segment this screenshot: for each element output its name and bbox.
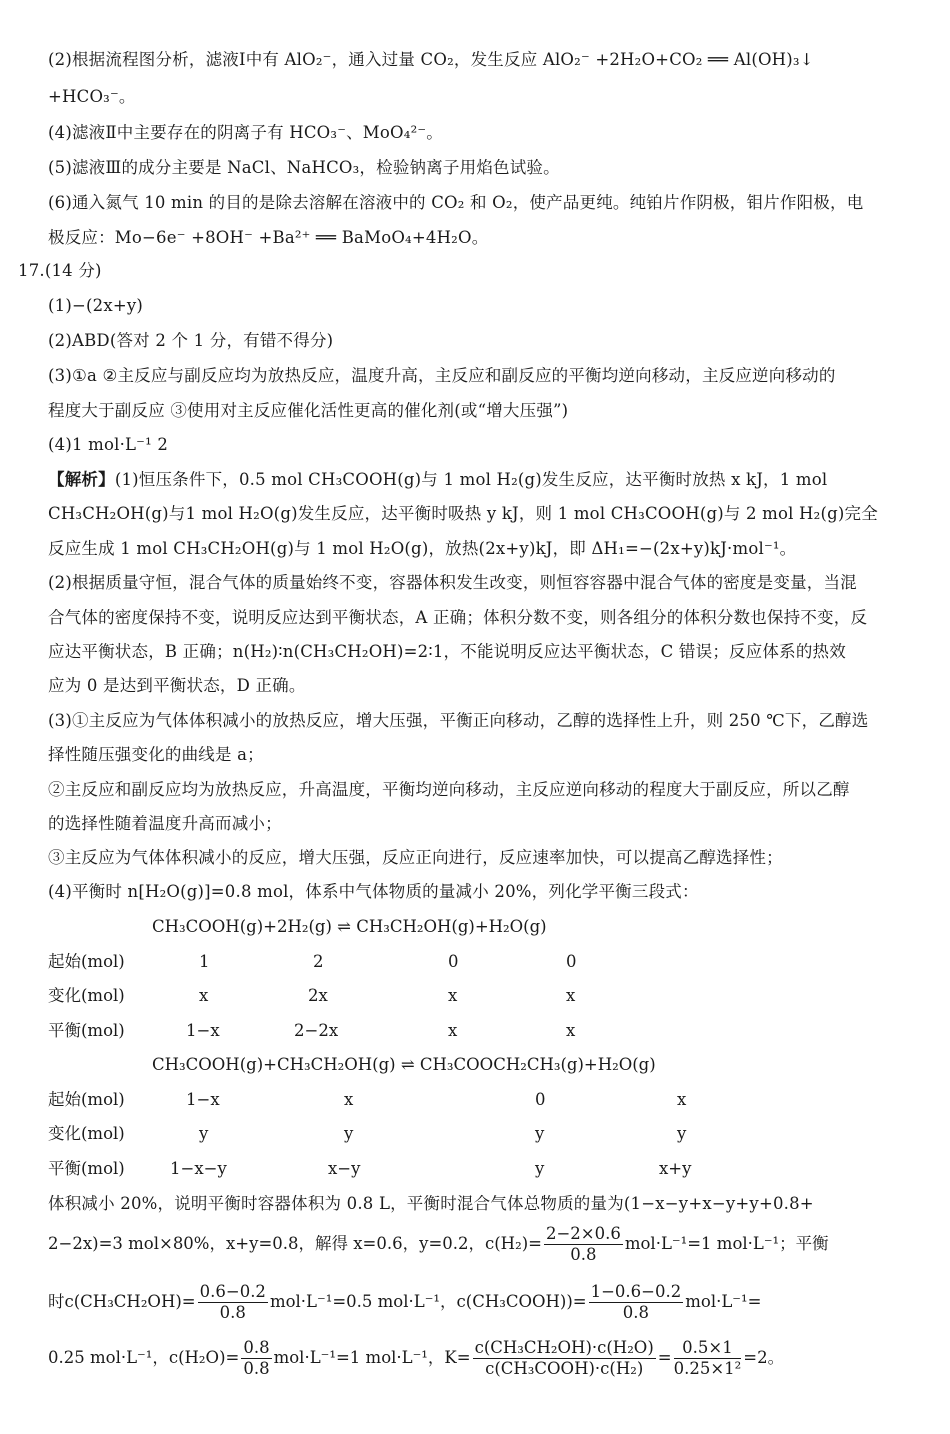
table-cell: x	[344, 1090, 354, 1109]
table-cell: 1−x	[186, 1090, 220, 1109]
answer-line: 程度大于副反应 ③使用对主反应催化活性更高的催化剂(或“增大压强”)	[48, 401, 569, 420]
table-cell: 0	[535, 1090, 546, 1109]
fraction	[198, 1282, 268, 1323]
row-label: 起始(mol)	[48, 952, 125, 971]
formula-text: 0.25 mol·L⁻¹，c(H₂O)=	[48, 1348, 240, 1367]
analysis-line: 体积减小 20%，说明平衡时容器体积为 0.8 L，平衡时混合气体总物质的量为(1−x−y+x−y+y+0.8+	[48, 1194, 814, 1213]
table-cell: 1−x−y	[170, 1159, 227, 1178]
denominator: c(CH₃COOH)·c(H₂)	[485, 1359, 644, 1378]
formula-text: mol·L⁻¹=0.5 mol·L⁻¹，c(CH₃COOH))=	[269, 1292, 587, 1311]
table-cell: 0	[448, 952, 459, 971]
question-number: 17.(14 分)	[18, 261, 102, 280]
formula-text: mol·L⁻¹=1 mol·L⁻¹；平衡	[624, 1234, 829, 1253]
numerator: 0.8	[243, 1338, 270, 1357]
fraction	[544, 1224, 623, 1265]
fraction	[473, 1338, 656, 1379]
fraction	[674, 1338, 742, 1379]
table-cell: x	[199, 986, 209, 1005]
table-cell: x	[566, 1021, 576, 1040]
analysis-line: ②主反应和副反应均为放热反应，升高温度，平衡均逆向移动，主反应逆向移动的程度大于副反应，所以乙醇	[48, 780, 850, 799]
analysis-line	[48, 467, 932, 493]
text-line: (2)根据流程图分析，滤液Ⅰ中有 AlO₂⁻，通入过量 CO₂，发生反应 AlO₂⁻ +2H₂O+CO₂ ══ Al(OH)₃↓	[48, 50, 814, 69]
text-line: +HCO₃⁻。	[48, 87, 136, 106]
numerator: c(CH₃CH₂OH)·c(H₂O)	[474, 1338, 654, 1357]
answer-line: (3)①a ②主反应与副反应均为放热反应，温度升高，主反应和副反应的平衡均逆向移动，主反应逆向移动的	[48, 366, 836, 385]
analysis-line: 合气体的密度保持不变，说明反应达到平衡状态，A 正确；体积分数不变，则各组分的体积分数也保持不变，反	[48, 608, 868, 627]
table-cell: 1−x	[186, 1021, 220, 1040]
row-label: 平衡(mol)	[48, 1021, 125, 1040]
text-line: (5)滤液Ⅲ的成分主要是 NaCl、NaHCO₃，检验钠离子用焰色试验。	[48, 158, 560, 177]
analysis-line: 择性随压强变化的曲线是 a；	[48, 745, 264, 764]
formula-text: =	[657, 1348, 672, 1367]
table-cell: y	[344, 1124, 354, 1143]
reaction-equation: CH₃COOH(g)+CH₃CH₂OH(g) ⇌ CH₃COOCH₂CH₃(g)+H₂O(g)	[152, 1055, 656, 1074]
fraction	[589, 1282, 684, 1323]
analysis-line: 反应生成 1 mol CH₃CH₂OH(g)与 1 mol H₂O(g)，放热(2x+y)kJ，即 ΔH₁=−(2x+y)kJ·mol⁻¹。	[48, 539, 797, 558]
formula-text: =2。	[743, 1348, 785, 1367]
formula-text: 2−2x)=3 mol×80%，x+y=0.8，解得 x=0.6，y=0.2，c(H₂)=	[48, 1234, 542, 1253]
text-line: 极反应：Mo−6e⁻ +8OH⁻ +Ba²⁺ ══ BaMoO₄+4H₂O。	[48, 228, 489, 247]
denominator: 0.8	[622, 1303, 650, 1322]
numerator: 0.5×1	[674, 1338, 742, 1359]
table-cell: 2−2x	[294, 1021, 339, 1040]
analysis-line: 应达平衡状态，B 正确；n(H₂)∶n(CH₃CH₂OH)=2∶1，不能说明反应达平衡状态，C 错误；反应体系的热效	[48, 642, 846, 661]
row-label: 平衡(mol)	[48, 1159, 125, 1178]
analysis-tag: 【解析】	[48, 470, 115, 489]
formula-text: mol·L⁻¹=1 mol·L⁻¹，K=	[273, 1348, 471, 1367]
formula-line	[48, 1282, 932, 1323]
reaction-equation: CH₃COOH(g)+2H₂(g) ⇌ CH₃CH₂OH(g)+H₂O(g)	[152, 917, 547, 936]
analysis-line: (3)①主反应为气体体积减小的放热反应，增大压强，平衡正向移动，乙醇的选择性上升，则 250 ℃下，乙醇选	[48, 711, 869, 730]
row-label: 变化(mol)	[48, 986, 125, 1005]
table-cell: y	[535, 1159, 545, 1178]
table-cell: y	[535, 1124, 545, 1143]
table-cell: x	[448, 1021, 458, 1040]
numerator: 1−0.6−0.2	[590, 1282, 682, 1301]
table-cell: x	[677, 1090, 687, 1109]
analysis-line: CH₃CH₂OH(g)与1 mol H₂O(g)发生反应，达平衡时吸热 y kJ，则 1 mol CH₃COOH(g)与 2 mol H₂(g)完全	[48, 504, 878, 523]
table-cell: x+y	[659, 1159, 692, 1178]
analysis-line: 应为 0 是达到平衡状态，D 正确。	[48, 676, 306, 695]
table-cell: y	[677, 1124, 687, 1143]
denominator: 0.8	[570, 1245, 597, 1264]
analysis-line: 的选择性随着温度升高而减小；	[48, 814, 282, 833]
table-cell: 0	[566, 952, 577, 971]
denominator: 0.25×1²	[673, 1359, 742, 1378]
row-label: 变化(mol)	[48, 1124, 125, 1143]
numerator: 0.6−0.2	[199, 1282, 266, 1301]
text-line: (4)滤液Ⅱ中主要存在的阴离子有 HCO₃⁻、MoO₄²⁻。	[48, 123, 443, 142]
table-cell: x	[566, 986, 576, 1005]
row-label: 起始(mol)	[48, 1090, 125, 1109]
equilibrium-table-2	[0, 1052, 950, 1182]
table-cell: 2x	[308, 986, 328, 1005]
table-cell: x	[448, 986, 458, 1005]
formula-text: mol·L⁻¹=	[685, 1292, 762, 1311]
equilibrium-table-1	[0, 914, 950, 1044]
text-line: (6)通入氮气 10 min 的目的是除去溶解在溶液中的 CO₂ 和 O₂，使产品更纯。纯铂片作阴极，钼片作阳极，电	[48, 193, 864, 212]
table-cell: 2	[313, 952, 324, 971]
table-cell: y	[199, 1124, 209, 1143]
analysis-line: (2)根据质量守恒，混合气体的质量始终不变，容器体积发生改变，则恒容容器中混合气体的密度是变量，当混	[48, 573, 857, 592]
analysis-line: ③主反应为气体体积减小的反应，增大压强，反应正向进行，反应速率加快，可以提高乙醇选择性；	[48, 848, 783, 867]
fraction	[241, 1338, 271, 1379]
denominator: 0.8	[219, 1303, 246, 1322]
analysis-line: (4)平衡时 n[H₂O(g)]=0.8 mol，体系中气体物质的量减小 20%，列化学平衡三段式：	[48, 882, 699, 901]
numerator: 2−2×0.6	[545, 1224, 621, 1243]
table-cell: x−y	[328, 1159, 361, 1178]
formula-line	[48, 1224, 932, 1265]
answer-line: (4)1 mol·L⁻¹ 2	[48, 435, 169, 454]
analysis-text: (1)恒压条件下，0.5 mol CH₃COOH(g)与 1 mol H₂(g)发生反应，达平衡时放热 x kJ，1 mol	[114, 470, 828, 489]
answer-line: (2)ABD(答对 2 个 1 分，有错不得分)	[48, 331, 334, 350]
denominator: 0.8	[243, 1359, 270, 1378]
table-cell: 1	[199, 952, 210, 971]
formula-line	[48, 1338, 932, 1379]
formula-text: 时c(CH₃CH₂OH)=	[48, 1292, 196, 1311]
answer-line: (1)−(2x+y)	[48, 296, 144, 315]
